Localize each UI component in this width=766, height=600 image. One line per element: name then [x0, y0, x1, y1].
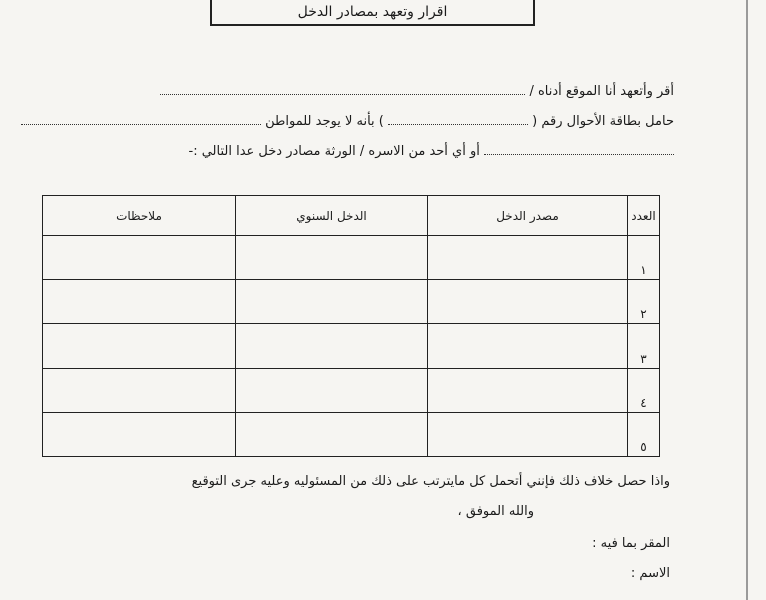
citizen-name-field[interactable] [21, 115, 261, 125]
notes-cell[interactable] [43, 280, 236, 324]
income-sources-table [42, 195, 660, 457]
declaration-line-1 [160, 84, 674, 99]
income-source-cell[interactable] [428, 236, 628, 280]
row-number: ٤ [628, 368, 660, 412]
declaration-line-2 [21, 114, 674, 129]
income-source-cell[interactable] [428, 368, 628, 412]
table-row [43, 368, 660, 412]
title-text: اقرار وتعهد بمصادر الدخل [297, 4, 448, 20]
notes-cell[interactable] [43, 236, 236, 280]
annual-income-cell[interactable] [236, 324, 428, 368]
header-number: العدد [628, 196, 660, 236]
name-label: الاسم : [630, 566, 670, 581]
notes-cell[interactable] [43, 324, 236, 368]
document-title [210, 0, 535, 26]
row-number: ٣ [628, 324, 660, 368]
signer-name-field[interactable] [160, 85, 525, 95]
declaration-text-3: أو أي أحد من الاسره / الورثة مصادر دخل عدا التالي :- [188, 144, 480, 159]
liability-statement: واذا حصل خلاف ذلك فإنني أتحمل كل مايترتب على ذلك من المسئوليه وعليه جرى التوقيع [191, 474, 670, 489]
notes-cell[interactable] [43, 412, 236, 456]
header-annual-income: الدخل السنوي [236, 196, 428, 236]
row-number: ٥ [628, 412, 660, 456]
table-row [43, 324, 660, 368]
id-card-number-field[interactable] [388, 115, 528, 125]
annual-income-cell[interactable] [236, 412, 428, 456]
declaration-text-1: أقر وأتعهد أنا الموقع أدناه / [529, 84, 674, 99]
row-number: ٢ [628, 280, 660, 324]
income-source-cell[interactable] [428, 412, 628, 456]
notes-cell[interactable] [43, 368, 236, 412]
annual-income-cell[interactable] [236, 280, 428, 324]
table-row [43, 236, 660, 280]
table-header-row [43, 196, 660, 236]
annual-income-cell[interactable] [236, 368, 428, 412]
table-row [43, 280, 660, 324]
header-notes: ملاحظات [43, 196, 236, 236]
page-edge [746, 0, 748, 600]
annual-income-cell[interactable] [236, 236, 428, 280]
income-source-cell[interactable] [428, 324, 628, 368]
income-source-cell[interactable] [428, 280, 628, 324]
id-card-label: حامل بطاقة الأحوال رقم ( [532, 114, 674, 129]
no-citizen-label: ) بأنه لا يوجد للمواطن [265, 114, 384, 129]
header-income-source: مصدر الدخل [428, 196, 628, 236]
acknowledger-label: المقر بما فيه : [592, 536, 670, 551]
declaration-line-3 [189, 144, 675, 159]
row-number: ١ [628, 236, 660, 280]
family-member-field[interactable] [484, 145, 674, 155]
closing-phrase: والله الموفق ، [457, 504, 534, 519]
table-row [43, 412, 660, 456]
